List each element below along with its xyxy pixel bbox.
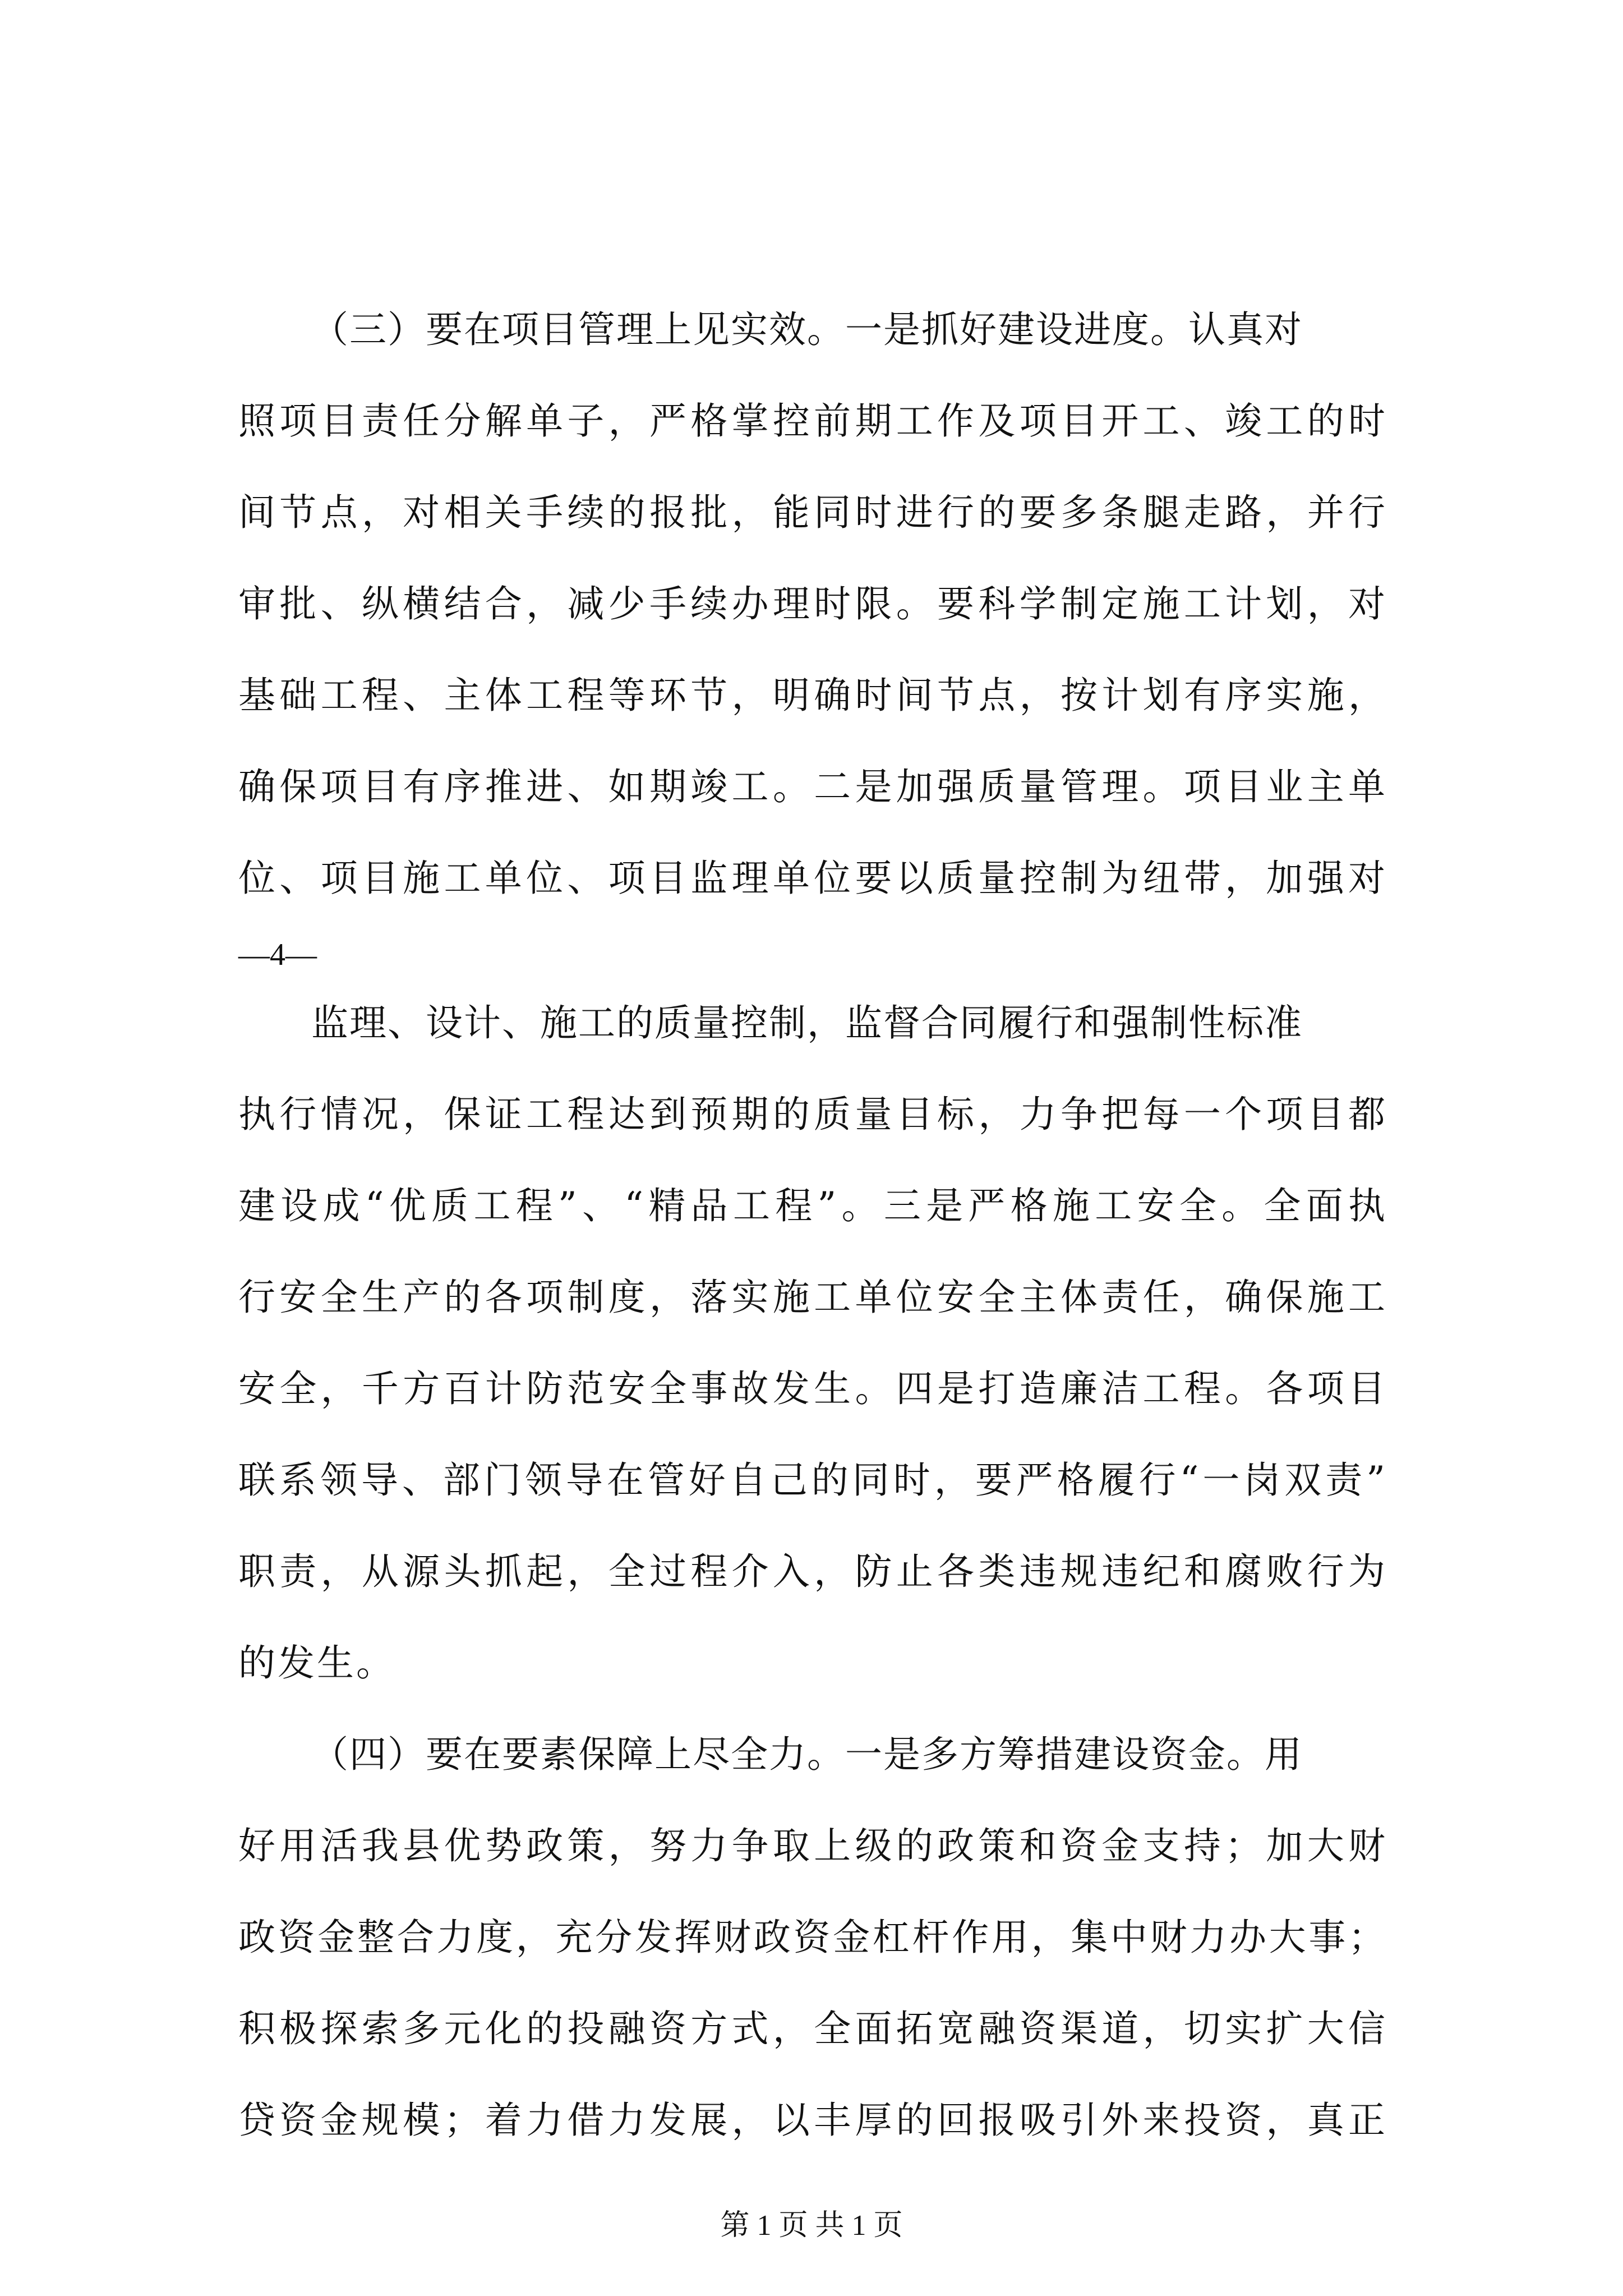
paragraph-line: （三）要在项目管理上见实效。一是抓好建设进度。认真对 xyxy=(311,308,1303,351)
page-number-marker: —4— xyxy=(238,937,317,972)
paragraph-line: 审批、纵横结合，减少手续办理时限。要科学制定施工计划，对 xyxy=(238,582,1385,625)
paragraph-line: 联系领导、部门领导在管好自己的同时，要严格履行“一岗双责” xyxy=(238,1458,1385,1502)
paragraph-line: 贷资金规模；着力借力发展，以丰厚的回报吸引外来投资，真正 xyxy=(238,2099,1385,2142)
paragraph-line: 执行情况，保证工程达到预期的质量目标，力争把每一个项目都 xyxy=(238,1093,1385,1136)
paragraph-line: 好用活我县优势政策，努力争取上级的政策和资金支持；加大财 xyxy=(238,1824,1385,1867)
paragraph-line: 建设成“优质工程”、“精品工程”。三是严格施工安全。全面执 xyxy=(238,1184,1385,1227)
paragraph-line: 确保项目有序推进、如期竣工。二是加强质量管理。项目业主单 xyxy=(238,765,1385,808)
paragraph-line: 基础工程、主体工程等环节，明确时间节点，按计划有序实施， xyxy=(238,674,1385,717)
paragraph-line: 政资金整合力度，充分发挥财政资金杠杆作用，集中财力办大事； xyxy=(238,1916,1385,1959)
paragraph-line: 监理、设计、施工的质量控制，监督合同履行和强制性标准 xyxy=(311,1001,1303,1045)
paragraph-line: 职责，从源头抓起，全过程介入，防止各类违规违纪和腐败行为 xyxy=(238,1550,1385,1593)
paragraph-line: 积极探索多元化的投融资方式，全面拓宽融资渠道，切实扩大信 xyxy=(238,2007,1385,2050)
paragraph-line: 行安全生产的各项制度，落实施工单位安全主体责任，确保施工 xyxy=(238,1276,1385,1319)
paragraph-line: 照项目责任分解单子，严格掌控前期工作及项目开工、竣工的时 xyxy=(238,399,1385,443)
paragraph-line: 安全，千方百计防范安全事故发生。四是打造廉洁工程。各项目 xyxy=(238,1367,1385,1410)
paragraph-line: 的发生。 xyxy=(238,1641,395,1685)
paragraph-line: （四）要在要素保障上尽全力。一是多方筹措建设资金。用 xyxy=(311,1733,1303,1776)
paragraph-line: 间节点，对相关手续的报批，能同时进行的要多条腿走路，并行 xyxy=(238,491,1385,534)
page-footer: 第 1 页 共 1 页 xyxy=(720,2210,903,2242)
paragraph-line: 位、项目施工单位、项目监理单位要以质量控制为纽带，加强对 xyxy=(238,857,1385,900)
